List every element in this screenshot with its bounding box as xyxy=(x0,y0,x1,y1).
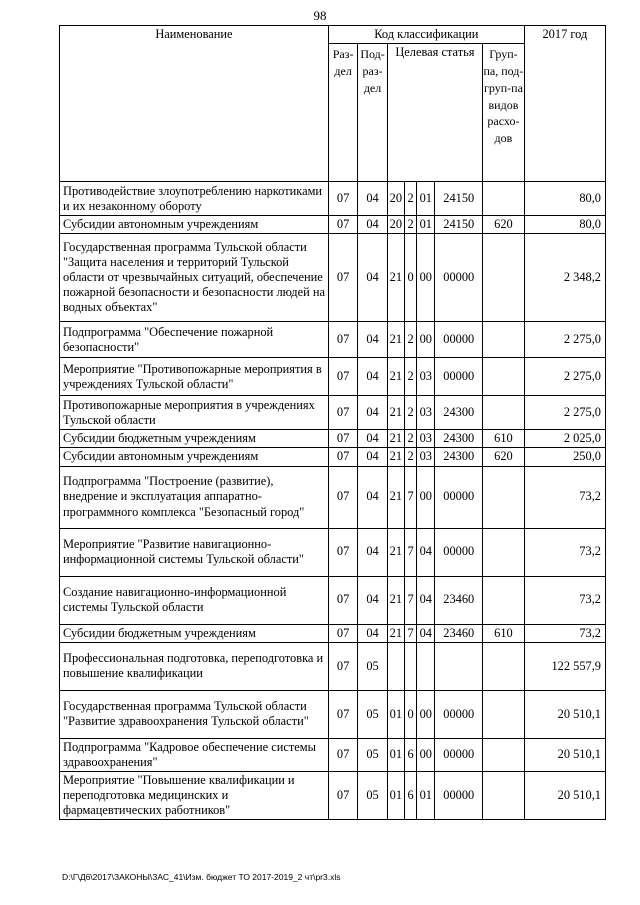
cell-podrazdel: 04 xyxy=(358,624,387,642)
header-name: Наименование xyxy=(60,26,329,182)
cell-podrazdel: 05 xyxy=(358,771,387,819)
cell-c4: 24300 xyxy=(435,396,483,430)
cell-group: 610 xyxy=(483,430,525,448)
header-razdel: Раз-дел xyxy=(328,44,357,182)
cell-amount: 2 275,0 xyxy=(524,358,605,396)
file-path-footer: D:\Г\Д6\2017\ЗАКОНЫ\ЗАС_41\Изм. бюджет ТО 2017-2019_2 чт\pr3.xls xyxy=(62,872,341,882)
table-row xyxy=(60,448,606,466)
cell-c1: 20 xyxy=(387,216,404,234)
cell-amount: 80,0 xyxy=(524,216,605,234)
cell-c3: 00 xyxy=(417,234,435,322)
cell-razdel: 07 xyxy=(328,642,357,690)
cell-c3: 03 xyxy=(417,396,435,430)
cell-c3: 01 xyxy=(417,216,435,234)
cell-group: 610 xyxy=(483,624,525,642)
cell-c4: 00000 xyxy=(435,738,483,771)
header-row-1 xyxy=(60,26,606,44)
table-row xyxy=(60,528,606,576)
cell-razdel: 07 xyxy=(328,528,357,576)
cell-group xyxy=(483,771,525,819)
cell-c3: 04 xyxy=(417,576,435,624)
table-row xyxy=(60,690,606,738)
cell-amount: 73,2 xyxy=(524,466,605,528)
cell-amount: 250,0 xyxy=(524,448,605,466)
header-year: 2017 год xyxy=(524,26,605,182)
cell-c4: 00000 xyxy=(435,322,483,358)
cell-name: Государственная программа Тульской области "Защита населения и территорий Тульской области от чрезвычайных ситуаций, обеспечение пожарной безопасности и безопасности людей на водных объектах" xyxy=(60,234,329,322)
table-body xyxy=(60,182,606,820)
cell-c4: 00000 xyxy=(435,466,483,528)
cell-razdel: 07 xyxy=(328,771,357,819)
cell-c2: 2 xyxy=(405,358,417,396)
cell-c1: 21 xyxy=(387,396,404,430)
cell-c1: 21 xyxy=(387,430,404,448)
cell-c2: 7 xyxy=(405,624,417,642)
cell-podrazdel: 05 xyxy=(358,642,387,690)
cell-c1: 21 xyxy=(387,358,404,396)
cell-group xyxy=(483,182,525,216)
cell-c1 xyxy=(387,642,404,690)
table-row xyxy=(60,322,606,358)
cell-amount: 20 510,1 xyxy=(524,738,605,771)
page-number: 98 xyxy=(313,8,327,23)
cell-c4: 23460 xyxy=(435,624,483,642)
cell-podrazdel: 04 xyxy=(358,216,387,234)
cell-amount: 20 510,1 xyxy=(524,690,605,738)
cell-group xyxy=(483,690,525,738)
table-row xyxy=(60,234,606,322)
table-row xyxy=(60,738,606,771)
cell-c3: 00 xyxy=(417,466,435,528)
cell-c3: 04 xyxy=(417,528,435,576)
cell-podrazdel: 05 xyxy=(358,738,387,771)
cell-razdel: 07 xyxy=(328,322,357,358)
cell-name: Подпрограмма "Построение (развитие), внедрение и эксплуатация аппаратно-программного комплекса "Безопасный город" xyxy=(60,466,329,528)
cell-group xyxy=(483,396,525,430)
cell-c4: 24300 xyxy=(435,448,483,466)
cell-c2 xyxy=(405,642,417,690)
cell-amount: 122 557,9 xyxy=(524,642,605,690)
cell-c3: 00 xyxy=(417,322,435,358)
cell-amount: 2 025,0 xyxy=(524,430,605,448)
cell-c1: 01 xyxy=(387,690,404,738)
cell-c3: 01 xyxy=(417,182,435,216)
cell-name: Профессиональная подготовка, переподготовка и повышение квалификации xyxy=(60,642,329,690)
cell-razdel: 07 xyxy=(328,738,357,771)
cell-c2: 2 xyxy=(405,216,417,234)
cell-group: 620 xyxy=(483,216,525,234)
cell-c4: 00000 xyxy=(435,690,483,738)
cell-c4: 00000 xyxy=(435,771,483,819)
cell-razdel: 07 xyxy=(328,466,357,528)
cell-razdel: 07 xyxy=(328,358,357,396)
cell-c2: 2 xyxy=(405,322,417,358)
header-group: Груп-па, под-груп-па видов расхо-дов xyxy=(483,44,525,182)
table-row xyxy=(60,182,606,216)
cell-amount: 2 348,2 xyxy=(524,234,605,322)
cell-amount: 73,2 xyxy=(524,576,605,624)
table-row xyxy=(60,216,606,234)
cell-c2: 2 xyxy=(405,430,417,448)
cell-c3: 03 xyxy=(417,430,435,448)
cell-group xyxy=(483,576,525,624)
cell-c1: 01 xyxy=(387,738,404,771)
cell-amount: 73,2 xyxy=(524,624,605,642)
budget-table xyxy=(59,25,606,820)
cell-c2: 6 xyxy=(405,738,417,771)
cell-c1: 21 xyxy=(387,624,404,642)
cell-c4: 00000 xyxy=(435,358,483,396)
cell-razdel: 07 xyxy=(328,396,357,430)
cell-name: Мероприятие "Противопожарные мероприятия в учреждениях Тульской области" xyxy=(60,358,329,396)
cell-podrazdel: 04 xyxy=(358,358,387,396)
cell-c2: 7 xyxy=(405,528,417,576)
cell-name: Субсидии автономным учреждениям xyxy=(60,216,329,234)
cell-c1: 21 xyxy=(387,234,404,322)
cell-razdel: 07 xyxy=(328,690,357,738)
header-target: Целевая статья xyxy=(387,44,482,182)
cell-c1: 01 xyxy=(387,771,404,819)
cell-name: Подпрограмма "Обеспечение пожарной безопасности" xyxy=(60,322,329,358)
cell-razdel: 07 xyxy=(328,182,357,216)
cell-c1: 21 xyxy=(387,528,404,576)
cell-c4: 00000 xyxy=(435,528,483,576)
cell-c2: 2 xyxy=(405,182,417,216)
cell-c4: 23460 xyxy=(435,576,483,624)
cell-podrazdel: 04 xyxy=(358,576,387,624)
cell-podrazdel: 05 xyxy=(358,690,387,738)
table-row xyxy=(60,430,606,448)
cell-razdel: 07 xyxy=(328,576,357,624)
cell-name: Мероприятие "Повышение квалификации и переподготовка медицинских и фармацевтических работников" xyxy=(60,771,329,819)
cell-c3: 00 xyxy=(417,690,435,738)
table-row xyxy=(60,624,606,642)
cell-c2: 0 xyxy=(405,690,417,738)
cell-c2: 2 xyxy=(405,448,417,466)
cell-c4 xyxy=(435,642,483,690)
cell-group xyxy=(483,358,525,396)
cell-c1: 21 xyxy=(387,322,404,358)
cell-c4: 00000 xyxy=(435,234,483,322)
cell-podrazdel: 04 xyxy=(358,396,387,430)
table-row xyxy=(60,358,606,396)
header-podrazdel: Под-раз-дел xyxy=(358,44,387,182)
cell-name: Подпрограмма "Кадровое обеспечение системы здравоохранения" xyxy=(60,738,329,771)
cell-group: 620 xyxy=(483,448,525,466)
cell-name: Противодействие злоупотреблению наркотиками и их незаконному обороту xyxy=(60,182,329,216)
cell-c3: 00 xyxy=(417,738,435,771)
cell-c1: 21 xyxy=(387,448,404,466)
cell-podrazdel: 04 xyxy=(358,430,387,448)
header-classification: Код классификации xyxy=(328,26,524,44)
cell-razdel: 07 xyxy=(328,448,357,466)
cell-group xyxy=(483,322,525,358)
cell-name: Субсидии бюджетным учреждениям xyxy=(60,430,329,448)
cell-c3: 03 xyxy=(417,358,435,396)
table-row xyxy=(60,466,606,528)
table-row xyxy=(60,396,606,430)
cell-group xyxy=(483,528,525,576)
cell-razdel: 07 xyxy=(328,624,357,642)
cell-name: Субсидии автономным учреждениям xyxy=(60,448,329,466)
cell-amount: 73,2 xyxy=(524,528,605,576)
cell-group xyxy=(483,466,525,528)
cell-amount: 2 275,0 xyxy=(524,396,605,430)
table-row xyxy=(60,642,606,690)
cell-c2: 7 xyxy=(405,466,417,528)
cell-name: Создание навигационно-информационной системы Тульской области xyxy=(60,576,329,624)
cell-podrazdel: 04 xyxy=(358,182,387,216)
cell-name: Государственная программа Тульской области "Развитие здравоохранения Тульской области" xyxy=(60,690,329,738)
cell-group xyxy=(483,738,525,771)
cell-c3: 04 xyxy=(417,624,435,642)
cell-c2: 0 xyxy=(405,234,417,322)
cell-c1: 21 xyxy=(387,466,404,528)
cell-podrazdel: 04 xyxy=(358,448,387,466)
cell-amount: 20 510,1 xyxy=(524,771,605,819)
cell-c3: 01 xyxy=(417,771,435,819)
cell-podrazdel: 04 xyxy=(358,234,387,322)
cell-podrazdel: 04 xyxy=(358,528,387,576)
cell-c2: 6 xyxy=(405,771,417,819)
cell-c2: 2 xyxy=(405,396,417,430)
table-row xyxy=(60,771,606,819)
cell-c4: 24150 xyxy=(435,216,483,234)
cell-razdel: 07 xyxy=(328,430,357,448)
cell-c4: 24300 xyxy=(435,430,483,448)
cell-c1: 21 xyxy=(387,576,404,624)
cell-name: Противопожарные мероприятия в учреждениях Тульской области xyxy=(60,396,329,430)
cell-razdel: 07 xyxy=(328,216,357,234)
cell-c4: 24150 xyxy=(435,182,483,216)
table-row xyxy=(60,576,606,624)
cell-c3 xyxy=(417,642,435,690)
cell-name: Субсидии бюджетным учреждениям xyxy=(60,624,329,642)
cell-c1: 20 xyxy=(387,182,404,216)
cell-c3: 03 xyxy=(417,448,435,466)
cell-c2: 7 xyxy=(405,576,417,624)
cell-podrazdel: 04 xyxy=(358,466,387,528)
cell-group xyxy=(483,234,525,322)
cell-group xyxy=(483,642,525,690)
cell-podrazdel: 04 xyxy=(358,322,387,358)
cell-razdel: 07 xyxy=(328,234,357,322)
cell-amount: 80,0 xyxy=(524,182,605,216)
cell-amount: 2 275,0 xyxy=(524,322,605,358)
cell-name: Мероприятие "Развитие навигационно-информационной системы Тульской области" xyxy=(60,528,329,576)
